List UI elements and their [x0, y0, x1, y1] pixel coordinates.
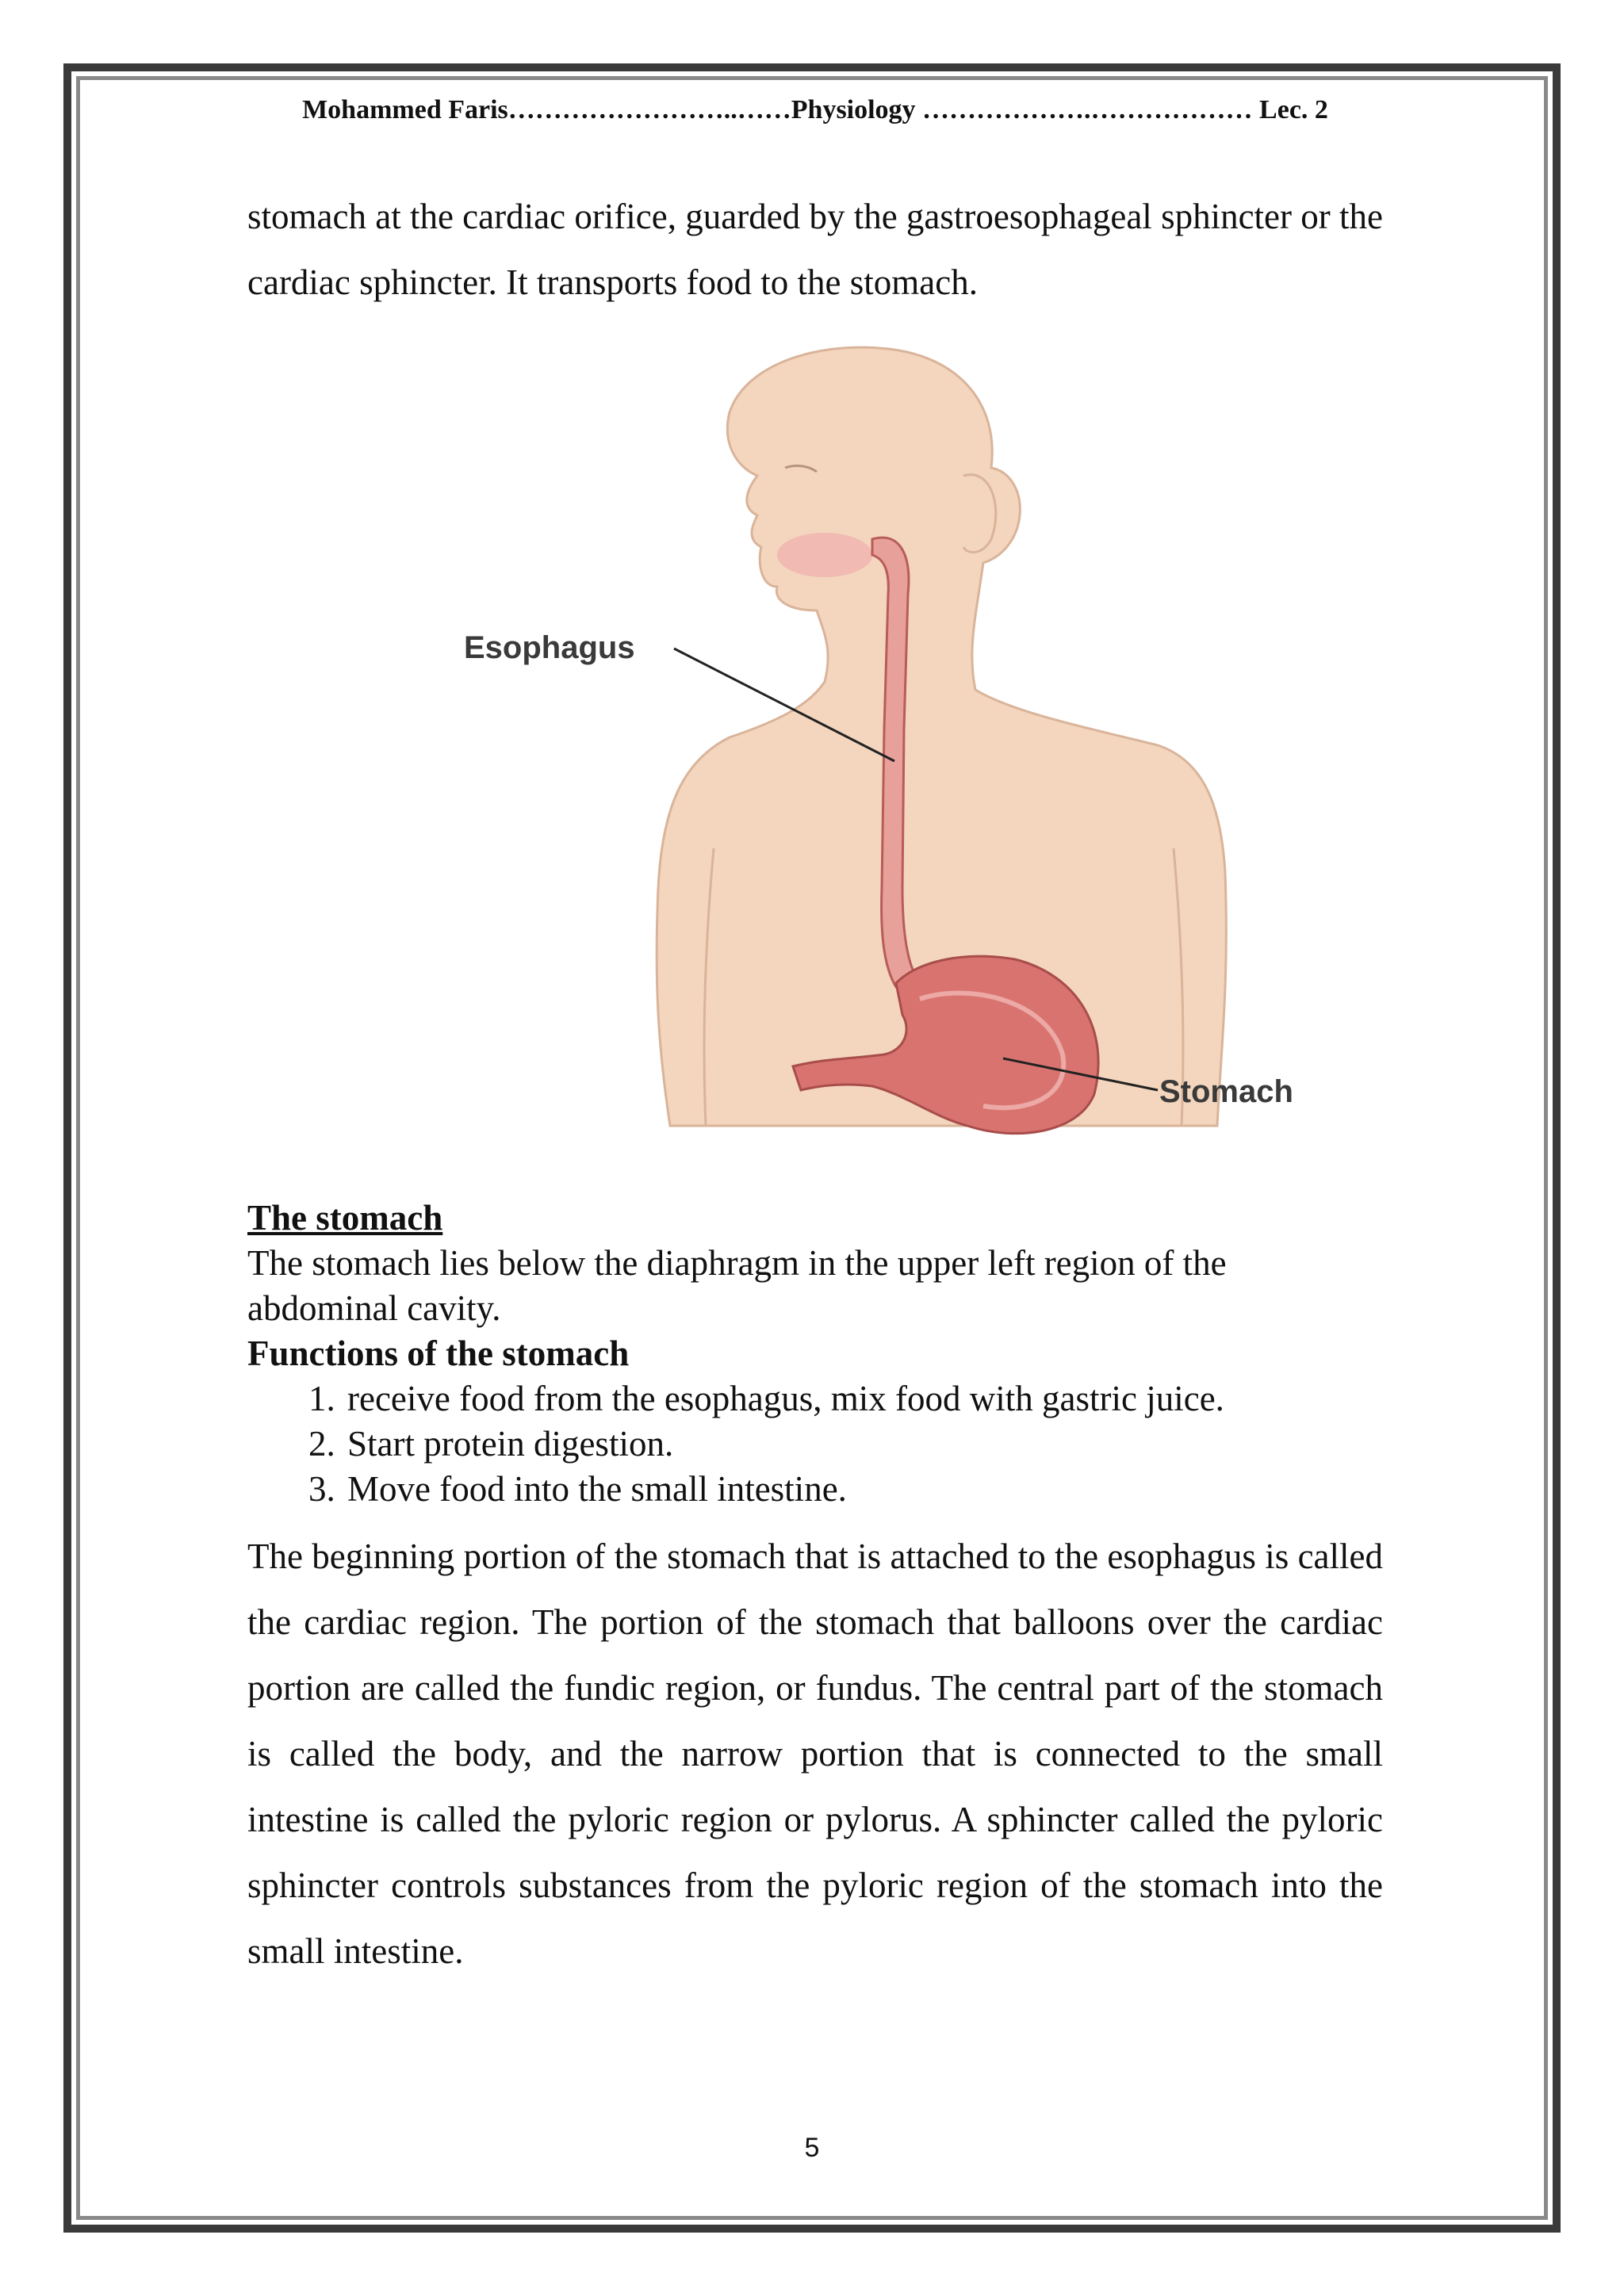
functions-heading: Functions of the stomach: [247, 1334, 630, 1373]
esophagus-label: Esophagus: [464, 630, 635, 665]
intro-paragraph: stomach at the cardiac orifice, guarded by the gastroesophageal sphincter or the cardiac sphincter. It transports food to the stomach.: [247, 197, 1383, 302]
functions-list: [247, 1376, 1383, 1512]
list-item: 1. receive food from the esophagus, mix food with gastric juice.: [344, 1376, 1383, 1422]
page-number: 5: [804, 2133, 820, 2163]
list-item: 2. Start protein digestion.: [344, 1422, 1383, 1467]
stomach-label: Stomach: [1159, 1074, 1293, 1109]
oral-cavity: [777, 533, 872, 577]
running-header: Mohammed Faris……………………..……Physiology ……………….……………… Lec. 2: [302, 95, 1328, 124]
section-heading: The stomach: [247, 1198, 443, 1238]
stomach-description: The stomach lies below the diaphragm in the upper left region of the abdominal cavity.: [247, 1243, 1227, 1328]
digestive-tract-illustration: [444, 333, 1356, 1142]
stomach-section: [247, 1196, 1383, 1512]
list-item: 3. Move food into the small intestine.: [344, 1467, 1383, 1512]
stomach-regions-paragraph: The beginning portion of the stomach that is attached to the esophagus is called the cardiac region. The portion of the stomach that balloons over the cardiac portion are called the fundic region, or fundus. The central part of the stomach is called the body, and the narrow portion that is connected to the small intestine is called the pyloric region or pylorus. A sphincter called the pyloric sphincter controls substances from the pyloric region of the stomach into the small intestine.: [247, 1536, 1383, 1971]
